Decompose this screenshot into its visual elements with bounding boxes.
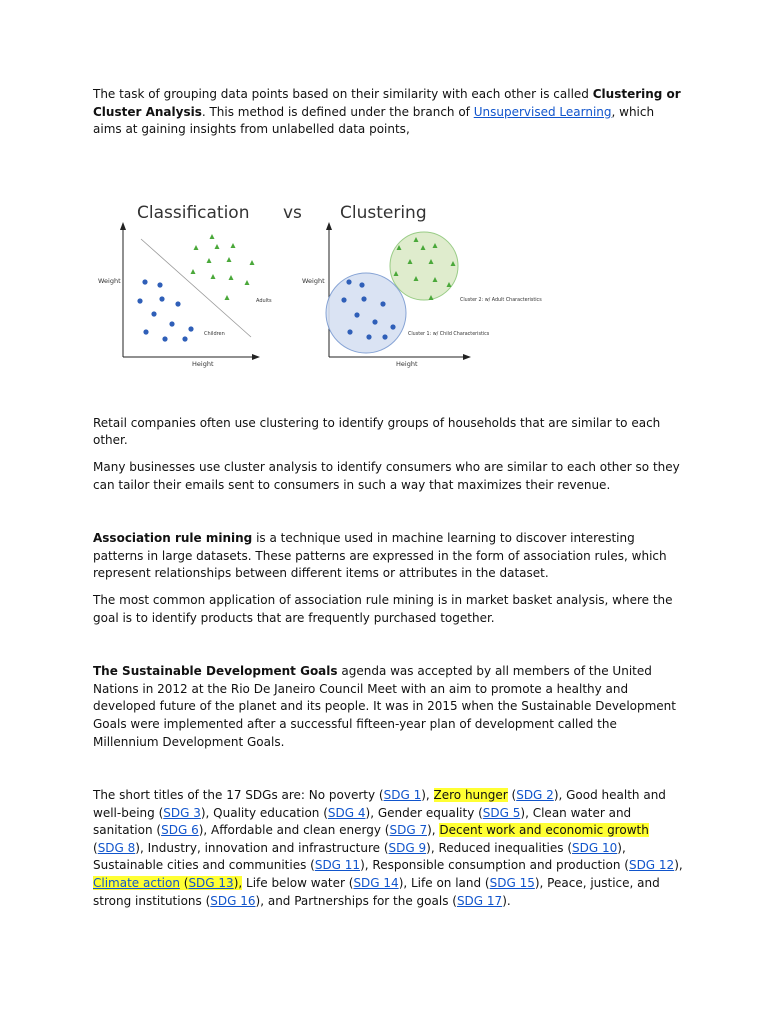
cluster-2-circle <box>390 232 458 300</box>
text-span: ), <box>427 823 440 838</box>
figure-title-classification: Classification <box>137 202 250 223</box>
link-sdg-9[interactable]: SDG 9 <box>388 840 427 855</box>
figure-svg <box>93 187 542 387</box>
blue-point <box>382 334 387 339</box>
paragraph-association-rule-mining <box>93 530 683 583</box>
text-span: ), Life on land ( <box>398 876 490 891</box>
text-span: ), Gender equality ( <box>365 805 483 820</box>
left-x-label: Height <box>192 359 214 368</box>
right-y-arrow <box>326 222 332 230</box>
text-span: ), Sustainable cities and communities ( <box>93 840 626 873</box>
text-span: . This method is defined under the branch of <box>201 104 474 119</box>
left-x-arrow <box>252 354 260 360</box>
document-body <box>93 86 683 910</box>
blue-point <box>372 319 377 324</box>
text-span: ). <box>502 893 511 908</box>
bold-term-sdg: The Sustainable Development Goals <box>93 664 338 679</box>
blue-point <box>346 279 351 284</box>
text-span: agenda was accepted by all members of the United Nations in 2012 at the Rio De Janeiro Council Meet with an aim to promote a healthy and developed future of the planet and its people. It was in 2015 when the Sustainable Development Goals were implemented after a successful fifteen-year plan of development called the Millennium Development Goals. <box>93 664 676 749</box>
text-span: is a technique used in machine learning to discover interesting patterns in large datasets. These patterns are expressed in the form of association rules, which represent relationships between different items or attributes in the dataset. <box>93 531 667 581</box>
green-point <box>207 258 212 263</box>
link-sdg-8[interactable]: SDG 8 <box>97 840 136 855</box>
text-span: ), Reduced inequalities ( <box>426 840 573 855</box>
right-x-arrow <box>463 354 471 360</box>
green-point <box>231 243 236 248</box>
blue-point <box>142 279 147 284</box>
link-unsupervised-learning[interactable]: Unsupervised Learning <box>473 104 612 119</box>
blue-point <box>366 334 371 339</box>
blue-point <box>380 301 385 306</box>
cluster-1-circle <box>326 273 406 353</box>
blue-point <box>162 336 167 341</box>
link-sdg-11[interactable]: SDG 11 <box>314 858 361 873</box>
link-sdg-3[interactable]: SDG 3 <box>163 805 201 820</box>
green-point <box>210 234 215 239</box>
figure-title-vs: vs <box>283 202 302 223</box>
left-green-points <box>191 234 255 300</box>
green-point <box>227 257 232 262</box>
left-label-adults: Adults <box>256 297 272 304</box>
text-span: ), <box>674 858 683 873</box>
text-span: , which aims at gaining insights from unlabelled data points, <box>93 104 655 137</box>
green-point <box>250 260 255 265</box>
link-sdg-12[interactable]: SDG 12 <box>628 858 675 873</box>
bold-term-association: Association rule mining <box>93 531 253 546</box>
highlight-decent-work: Decent work and economic growth <box>439 823 649 838</box>
text-span: ), Affordable and clean energy ( <box>198 823 390 838</box>
cluster-2-label: Cluster 2: w/ Adult Characteristics <box>460 297 542 303</box>
link-sdg-7[interactable]: SDG 7 <box>389 823 428 838</box>
link-sdg-17[interactable]: SDG 17 <box>456 893 503 908</box>
highlight-climate-action[interactable]: Climate action <box>93 876 180 891</box>
figure-title-clustering: Clustering <box>340 202 427 223</box>
blue-point <box>347 329 352 334</box>
text-span: Life below water ( <box>242 876 354 891</box>
text-span: ( <box>507 788 517 803</box>
text-span: ), Peace, justice, and strong institutions ( <box>93 876 660 908</box>
blue-point <box>157 282 162 287</box>
green-point <box>191 269 196 274</box>
text-span: ( <box>93 840 98 855</box>
blue-point <box>354 312 359 317</box>
blue-point <box>137 298 142 303</box>
link-sdg-2[interactable]: SDG 2 <box>516 788 554 803</box>
paragraph-cluster-analysis-emails: Many businesses use cluster analysis to identify consumers who are similar to each other so they can tailor their emails sent to consumers in such a way that maximizes their revenue. <box>93 459 680 492</box>
text-span: ), Quality education ( <box>200 805 328 820</box>
link-sdg-10[interactable]: SDG 10 <box>572 840 618 855</box>
text-span: ), Good health and well-being ( <box>93 788 666 820</box>
link-sdg-1[interactable]: SDG 1 <box>383 788 422 803</box>
text-span: ), <box>421 788 434 803</box>
blue-point <box>175 301 180 306</box>
paragraph-clustering-intro <box>93 86 683 139</box>
paragraph-sdg-agenda <box>93 663 683 751</box>
blue-point <box>159 296 164 301</box>
blue-point <box>341 297 346 302</box>
green-point <box>215 244 220 249</box>
highlight-zero-hunger: Zero hunger <box>433 788 508 803</box>
link-sdg-14[interactable]: SDG 14 <box>353 876 399 891</box>
blue-point <box>359 282 364 287</box>
left-y-label: Weight <box>98 276 121 285</box>
blue-point <box>182 336 187 341</box>
text-span: ), Clean water and sanitation ( <box>93 805 632 838</box>
link-sdg-16[interactable]: SDG 16 <box>210 893 256 908</box>
text-span: ), <box>233 876 243 891</box>
decision-boundary-line <box>141 239 251 337</box>
text-span: The task of grouping data points based on their similarity with each other is called <box>93 87 593 101</box>
bold-term-clustering: Clustering or Cluster Analysis <box>93 87 681 119</box>
text-span: ), and Partnerships for the goals ( <box>255 893 457 908</box>
text-span: ), Responsible consumption and production ( <box>360 858 629 873</box>
green-point <box>229 275 234 280</box>
link-sdg-4[interactable]: SDG 4 <box>327 805 366 820</box>
blue-point <box>169 321 174 326</box>
paragraph-market-basket: The most common application of association rule mining is in market basket analysis, where the goal is to identify products that are frequently purchased together. <box>93 592 673 625</box>
green-point <box>211 274 216 279</box>
blue-point <box>188 326 193 331</box>
paragraph-sdg-list <box>93 787 683 910</box>
blue-point <box>390 324 395 329</box>
paragraph-retail-clustering: Retail companies often use clustering to identify groups of households that are similar to each other. <box>93 415 661 448</box>
green-point <box>194 245 199 250</box>
right-x-label: Height <box>396 359 418 368</box>
green-point <box>245 280 250 285</box>
cluster-1-label: Cluster 1: w/ Child Characteristics <box>408 331 490 337</box>
green-point <box>225 295 230 300</box>
link-sdg-15[interactable]: SDG 15 <box>489 876 535 891</box>
blue-point <box>361 296 366 301</box>
link-sdg-13[interactable]: SDG 13 <box>188 876 234 891</box>
link-sdg-6[interactable]: SDG 6 <box>161 823 199 838</box>
blue-point <box>143 329 148 334</box>
blue-point <box>151 311 156 316</box>
left-blue-points <box>137 279 193 341</box>
right-y-label: Weight <box>302 276 325 285</box>
left-y-arrow <box>120 222 126 230</box>
text-span: ), Industry, innovation and infrastructure ( <box>135 840 389 855</box>
text-span: ( <box>179 876 189 891</box>
link-sdg-5[interactable]: SDG 5 <box>482 805 521 820</box>
left-label-children: Children <box>204 330 225 337</box>
classification-vs-clustering-figure <box>93 187 542 387</box>
text-span: The short titles of the 17 SDGs are: No poverty ( <box>93 788 384 803</box>
